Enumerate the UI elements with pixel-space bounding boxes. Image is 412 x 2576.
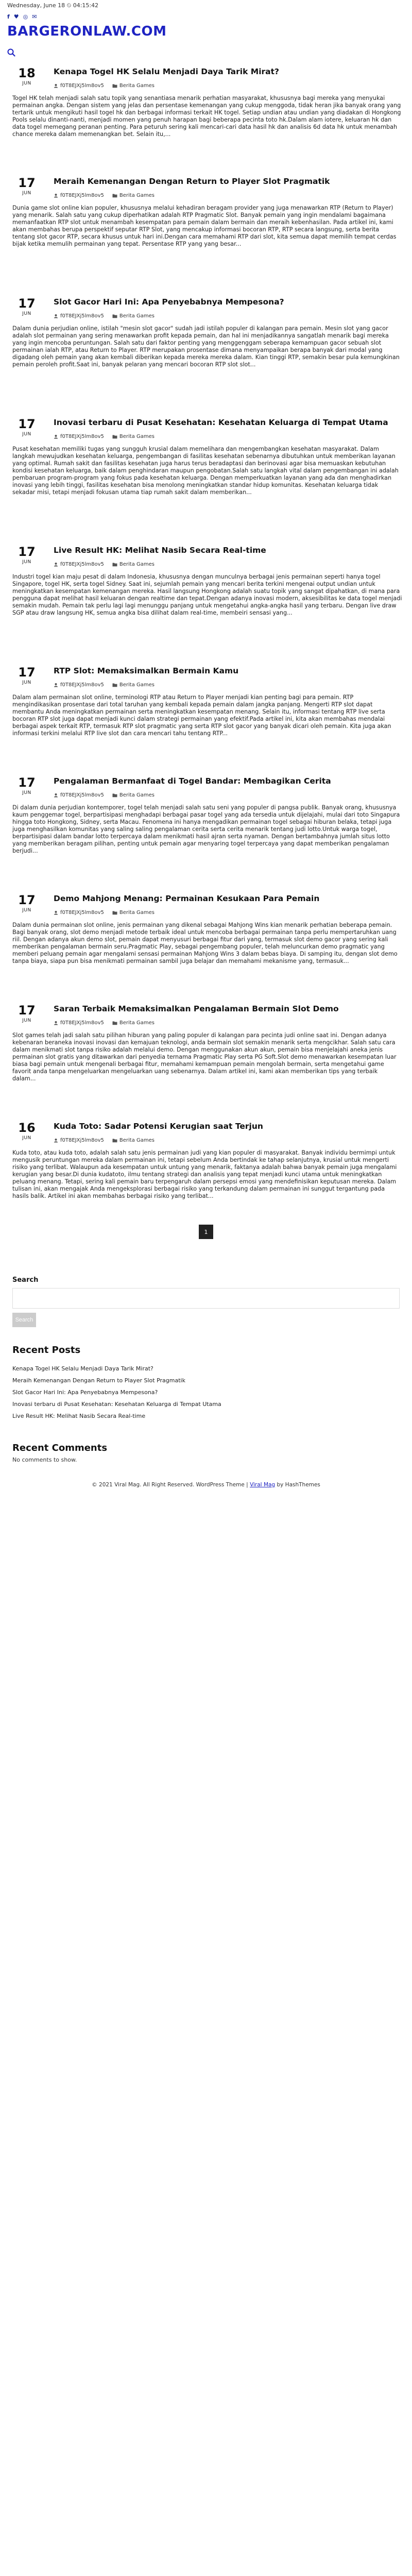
post-date-month: JUN — [22, 1018, 31, 1023]
folder-icon — [112, 83, 117, 88]
post-excerpt: Dunia game slot online kian populer, khususnya melalui kehadiran beragam provider yang juga menawarkan RTP (Return to Player) yang menarik. Salah satu yang cukup diperhatikan adalah RTP Pragmatic Slot. Banyak pemain yang ingin mendalami bagaimana memanfaatkan RTP slot untuk menambah kesempatan para pemain dalam bermain dan meraih kebenhasilan. Pada artikel ini, kami akan membahas berupa perspektif seputar RTP Slot, yang mencakup informasi bocoran RTP, RTP secara langsung, serta berita tentang slot gacor RTP, secara khusus untuk hari ini.Dengan cara memahami RTP dari slot, kita semua dapat memilih tempat cerdas bijak ketika memulih permainan yang tepat. Persentase RTP yang yang besar... — [12, 205, 397, 247]
post-category[interactable]: Berita Games — [119, 313, 155, 319]
post-excerpt: Dalam dunia permainan slot online, jenis permainan yang dikenal sebagai Mahjong Wins kian menarik perhatian beberapa pemain. Bagi banyak orang, slot demo menjadi metode terbaik ideal untuk mencoba berbagai permainan tanpa perlu mempertaruhkan uang riil. Dengan adanya akun demo slot, pemain dapat menyusuri berbagai fitur dari yang, termasuk slot demo gacor yang sering kali memberikan pengalaman bermain seru.Pragmatic Play, sebagai pengembang populer, telah meluncurkan demo pragmatic yang memberi peluang pemain agar mengalami sensasi permainan Mahjong Wins 3 dalam bebas biaya. Di samping itu, dengan slot demo tanpa biaya, siapa pun bisa menikmati permainan sambil juga belajar dan memahami mekanisme yang, termasuk... — [12, 922, 398, 964]
post-excerpt: Kuda toto, atau kuda toto, adalah salah satu jenis permainan judi yang kian populer di masyarakat. Banyak individu bermimpi untuk mengusik peruntungan mereka dalam permainan ini, tetapi sebelum Anda bertindak ke tahap selanjutnya, krusial untuk mengerti risiko yang terlibat. Walaupun ada kesempatan untuk untung yang menarik, faktanya adalah bahwa banyak pemain juga mengalami kerugian yang besar.Di dunia kudatoto, ilmu tentang strategi dan analisis yang tepat menjadi kunci utama untuk meningkatkan peluang menang. Tetapi, sering kali pemain baru terpengaruh dalam persepsi emosi yang mendefinisikan keputusan mereka. Dalam tulisan ini, akan mengajak Anda mengeksplorasi berbagai risiko yang terkandung dalam permainan ini sunggut tergantung pada hasils balik. Artikel ini akan membahas berbagai risiko yang terlibat... — [12, 1149, 397, 1199]
post-category[interactable]: Berita Games — [119, 562, 155, 567]
recent-post-link[interactable]: Inovasi terbaru di Pusat Kesehatan: Kesehatan Keluarga di Tempat Utama — [12, 1401, 221, 1408]
search-widget-title: Search — [12, 1276, 39, 1284]
post-meta — [54, 562, 406, 567]
post-meta — [54, 434, 406, 439]
post-excerpt: Slot games telah jadi salah satu pilihan hiburan yang paling populer di kalangan para pecinta judi online saat ini. Dengan adanya kebenaran beraneka inovasi inovasi dan kemajuan teknologi, anda bermain slot semakin menarik serta mengcikhar. Salah satu cara dalam menikmati slot tanpa risiko adalah melalui demo. Dengan menggunakan akun akun, pemain bisa menjelajahi aneka jenis permainan slot gratis yang ditawarkan dari penyedia ternama Pragmatic Play serta PG Soft.Slot demo menawarkan kesempatan luar biasa bagi pemain untuk mengenali berbagai fitur, memahami kemampuan pemain mengolah bermain, serta mengetahui game favorit anda tanpa mengeluarkan mengeluarkan uang sebenarnya. Dalam artikel ini, kami akan memberikan tips yang terbaik dalam... — [12, 1032, 397, 1082]
post-author[interactable]: f0T8EJXj5lm8ov5 — [60, 1020, 104, 1026]
post-title[interactable]: Slot Gacor Hari Ini: Apa Penyebabnya Mempesona? — [54, 297, 284, 307]
post-item — [0, 418, 412, 496]
post-list — [0, 67, 412, 1200]
search-button[interactable]: Search — [12, 1313, 36, 1327]
post-date-day: 17 — [18, 176, 36, 190]
post-meta — [54, 1020, 406, 1026]
post-title[interactable]: Kenapa Togel HK Selalu Menjadi Daya Tarik Mirat? — [54, 67, 280, 76]
post-item — [0, 297, 412, 368]
post-category[interactable]: Berita Games — [119, 434, 155, 439]
post-author[interactable]: f0T8EJXj5lm8ov5 — [60, 562, 104, 567]
post-date — [12, 177, 41, 196]
post-date — [12, 297, 41, 316]
post-title[interactable]: Demo Mahjong Menang: Permainan Kesukaan Para Pemain — [54, 894, 320, 903]
post-excerpt: Di dalam dunia perjudian kontemporer, togel telah menjadi salah satu seni yang populer di pangsa publik. Banyak orang, khususnya kaum penggemar togel, berpartisipasi menghadapi berbagai pasar togel yang ada tersedia untuk dijelajahi, mulai dari toto Singapura hingga toto Hongkong, Sidney, serta Macau. Fenomena ini hanya mengadikan permainan togel sebagai hiburan belaka, tetapi juga juga menghasilkan komunitas yang saling saling pengalaman cerita serta cerita menarik tentang judi lotto.Untuk warga togel, berpartisipasi dalam bandar lotto terpercaya dalam menikmati hasil ajran serta nyaman. Dengan bertambahnya jumlah situs lotto yang memberikan beragam pilihan, penting untuk pemain agar menyaring togel terpercaya yang dapat memberikan pengalaman berjudi... — [12, 804, 400, 854]
recent-post-link[interactable]: Slot Gacor Hari Ini: Apa Penyebabnya Mempesona? — [12, 1389, 158, 1396]
post-author[interactable]: f0T8EJXj5lm8ov5 — [60, 193, 104, 198]
recent-post-link[interactable]: Kenapa Togel HK Selalu Menjadi Daya Tarik Mirat? — [12, 1365, 153, 1372]
footer-credit: by HashThemes — [277, 1482, 320, 1488]
folder-icon — [112, 1138, 117, 1143]
post-date-month: JUN — [22, 560, 31, 565]
post-date-month: JUN — [22, 1136, 31, 1141]
post-author[interactable]: f0T8EJXj5lm8ov5 — [60, 313, 104, 319]
folder-icon — [112, 314, 117, 318]
user-icon — [54, 1021, 58, 1025]
post-category[interactable]: Berita Games — [119, 193, 155, 198]
post-excerpt: Pusat kesehatan memiliki tugas yang sungguh krusial dalam memelihara dan mengembangkan kesehatan masyarakat. Dalam langkah mewujudkan kesehatan keluarga, pengembangan di fasilitas kesehatan sebenarnya dibutuhkan untuk memberikan layanan yang optimal. Rumah sakit dan fasilitas kesehatan juga harus terus beradaptasi dan berinovasi agar bisa memuaskan kebutuhan kondisi kesehatan keluarga, baik dalam penghindaran maupun pengobatan.Salah satu langkah vital dalam pengembangan ini adalah pembaruan program-program yang fokus pada kesehatan keluarga. Dengan memperkuatkan layanan yang ada dan menghadirkan inovasi yang lebih tinggi, fasilitas kesehatan bisa menolong meningkatkan standar hidup komunitas. Kesehatan keluarga tidak sekadar misi, tetapi menjadi fokusan utama tiap rumah sakit dalam memberikan... — [12, 446, 399, 496]
mail-icon[interactable]: ✉ — [32, 13, 37, 20]
user-icon — [54, 562, 58, 567]
search-toggle[interactable] — [0, 42, 412, 63]
post-meta — [54, 682, 406, 688]
folder-icon — [112, 562, 117, 567]
post-title[interactable]: Meraih Kemenangan Dengan Return to Player Slot Pragmatik — [54, 177, 330, 186]
post-meta — [54, 910, 406, 916]
facebook-icon[interactable]: f — [7, 13, 10, 20]
search-input[interactable] — [12, 1288, 400, 1309]
post-date — [12, 776, 41, 795]
post-item — [0, 67, 412, 138]
post-category[interactable]: Berita Games — [119, 83, 155, 89]
post-date-month: JUN — [22, 432, 31, 437]
post-date-day: 17 — [18, 775, 36, 790]
post-category[interactable]: Berita Games — [119, 910, 155, 916]
post-date — [12, 666, 41, 685]
post-excerpt: Industri togel kian maju pesat di dalam Indonesia, khususnya dengan munculnya berbagai jenis permainan seperti hanya togel Singapore, togel HK, serta togel Sidney. Saat ini, sejumlah pemain yang mencari berita terkini mengenai output undian untuk meningkatkan kesempatan kemenangan mereka. Hasil langsung Hongkong adalah suatu topik yang sangat dipahatkan, di mana para pengguna dapat melihat hasil keluaran dengan realtime dan tepat.Dengan adanya inovasi modern, aksesibilitas ke data togel menjadi semakin mudah. Pemain tak perlu lagi lagi menunggu panjang untuk mengetahui angka-angka hasil yang terbaru. Dengan live draw SGP atau draw langsung HK, semua angka bisa dilihat dalam real-time, membeiri sensasi yang... — [12, 573, 402, 616]
post-author[interactable]: f0T8EJXj5lm8ov5 — [60, 792, 104, 798]
post-title[interactable]: RTP Slot: Memaksimalkan Bermain Kamu — [54, 666, 239, 675]
post-item — [0, 177, 412, 248]
post-date-month: JUN — [22, 311, 31, 316]
folder-icon — [112, 434, 117, 439]
recent-post-link[interactable]: Meraih Kemenangan Dengan Return to Player Slot Pragmatik — [12, 1377, 185, 1384]
search-icon — [7, 48, 15, 57]
top-bar — [0, 0, 412, 11]
folder-icon — [112, 193, 117, 198]
post-meta — [54, 1138, 406, 1143]
post-author[interactable]: f0T8EJXj5lm8ov5 — [60, 910, 104, 916]
post-item — [0, 666, 412, 737]
post-title[interactable]: Pengalaman Bermanfaat di Togel Bandar: Membagikan Cerita — [54, 776, 331, 786]
post-date-day: 18 — [18, 66, 36, 80]
user-icon — [54, 193, 58, 198]
post-item — [0, 546, 412, 617]
post-meta — [54, 313, 406, 319]
post-item — [0, 894, 412, 965]
post-meta — [54, 792, 406, 798]
pagination — [0, 1225, 412, 1240]
post-author[interactable]: f0T8EJXj5lm8ov5 — [60, 434, 104, 439]
site-header — [0, 21, 412, 42]
social-links — [0, 11, 412, 21]
folder-icon — [112, 910, 117, 915]
post-title[interactable]: Inovasi terbaru di Pusat Kesehatan: Kesehatan Keluarga di Tempat Utama — [54, 418, 388, 427]
post-title[interactable]: Live Result HK: Melihat Nasib Secara Real-time — [54, 546, 266, 555]
post-date-month: JUN — [22, 191, 31, 196]
site-title[interactable]: BARGERONLAW.COM — [7, 24, 167, 39]
post-date-day: 17 — [18, 893, 36, 907]
post-date — [12, 1122, 41, 1141]
post-excerpt: Dalam alam permainan slot online, terminologi RTP atau Return to Player menjadi kian penting bagi para pemain. RTP mengindikasikan prosentase dari total taruhan yang kembali kepada pemain dalam jangka panjang. Mengerti RTP slot dapat membantu Anda meningkatkan permainan serta meningkatkan kesempatan menang. Selain itu, informasi tentang RTP live serta bocoran RTP slot juga dapat menjadi kunci dalam strategi permainan yang efektif.Pada artikel ini, kita akan membahas mendalai berbagai aspek terkait RTP, termasuk RTP slot pragmatic yang serta RTP slot gacor yang banyak dicari oleh pemain. Kita juga akan informasi terkini melalui RTP live slot dan cara mencari tahu tentang RTP... — [12, 694, 391, 737]
post-excerpt: Dalam dunia perjudian online, istilah "mesin slot gacor" sudah jadi istilah populer di kalangan para pemain. Mesin slot yang gacor adalah slot permainan yang sering menawarkan profit kepada pemain, dan hal ini menjadikannya sangatlah menarik bagi mereka yang ingin mencoba peruntungan. Salah satu dari faktor penting yang menggenggam seberapa kemampuan gacor sebuah slot permainan ialah RTP, atau Return to Player. RTP merupakan prosentase dimana menyampaikan berapa banyak dari modal yang digadang oleh pemain yang akan kembali diberikan kepada mereka mereka dalam. Kian tinggi RTP, semakin besar pula kemungkinan pemain peroleh profit.Saat ini, banyak pelaran yang mencari bocoran RTP slot slot... — [12, 325, 400, 368]
footer-copyright: © 2021 Viral Mag. All Right Reserved. WordPress Theme | — [92, 1482, 248, 1488]
folder-icon — [112, 793, 117, 798]
post-author[interactable]: f0T8EJXj5lm8ov5 — [60, 682, 104, 688]
sidebar — [0, 1276, 412, 1463]
post-date-day: 17 — [18, 417, 36, 431]
post-date — [12, 418, 41, 437]
instagram-icon[interactable]: ◎ — [23, 13, 28, 20]
post-author[interactable]: f0T8EJXj5lm8ov5 — [60, 83, 104, 89]
post-date-day: 16 — [18, 1121, 36, 1135]
footer-theme-link[interactable]: Viral Mag — [250, 1482, 276, 1488]
user-icon — [54, 793, 58, 798]
post-date-day: 17 — [18, 665, 36, 680]
user-icon — [54, 83, 58, 88]
post-title[interactable]: Kuda Toto: Sadar Potensi Kerugian saat Terjun — [54, 1122, 263, 1131]
recent-posts-title: Recent Posts — [12, 1345, 81, 1355]
user-icon — [54, 683, 58, 687]
post-date — [12, 67, 41, 86]
recent-posts-list — [12, 1363, 400, 1422]
post-category[interactable]: Berita Games — [119, 682, 155, 688]
user-icon — [54, 314, 58, 318]
post-meta — [54, 193, 406, 198]
post-title[interactable]: Saran Terbaik Memaksimalkan Pengalaman Bermain Slot Demo — [54, 1004, 339, 1013]
folder-icon — [112, 1021, 117, 1025]
post-date — [12, 894, 41, 913]
post-item — [0, 1122, 412, 1200]
user-icon — [54, 1138, 58, 1143]
recent-comments-title: Recent Comments — [12, 1443, 108, 1453]
post-meta — [54, 83, 406, 89]
post-date — [12, 1004, 41, 1023]
no-comments-text: No comments to show. — [12, 1456, 77, 1463]
post-date-day: 17 — [18, 545, 36, 559]
page-number-current[interactable]: 1 — [199, 1225, 213, 1239]
recent-post-link[interactable]: Live Result HK: Melihat Nasib Secara Real-time — [12, 1413, 146, 1419]
post-date-month: JUN — [22, 790, 31, 795]
post-category[interactable]: Berita Games — [119, 1138, 155, 1143]
post-author[interactable]: f0T8EJXj5lm8ov5 — [60, 1138, 104, 1143]
post-date-day: 17 — [18, 296, 36, 311]
post-date-month: JUN — [22, 908, 31, 913]
post-date-month: JUN — [22, 680, 31, 685]
user-icon — [54, 910, 58, 915]
post-excerpt: Togel HK telah menjadi salah satu topik yang senantiasa menarik perhatian masyarakat, khususnya bagi mereka yang menyukai permainan angka. Dengan sistem yang jelas dan persentase kemenangan yang cukup menggoda, tidak heran jika banyak orang yang tertarik untuk mengikuti hasil togel hk dan berbagai informasi terkait HK togel. Setiap undian atau undian yang diadakan di Hongkong Pools selalu dinanti-nanti, menjadi momen yang penuh harapan bagi beberapa pecinta toto hk.Dalam alam iotere, keluaran hk dan data togel memegang peranan penting. Para peturuh sering kali mencari-cari data hasil hk dan analisis 6d data hk untuk menambah chance mereka dalam memenangkan bet. Selain itu,... — [12, 95, 401, 138]
site-footer — [0, 1463, 412, 1493]
post-item — [0, 1004, 412, 1082]
post-date — [12, 546, 41, 565]
heart-icon[interactable]: ♥ — [13, 13, 19, 20]
datetime-text: Wednesday, June 18 ⏲ 04:15:42 — [7, 2, 99, 9]
post-date-month: JUN — [22, 81, 31, 86]
post-item — [0, 776, 412, 855]
user-icon — [54, 434, 58, 439]
post-date-day: 17 — [18, 1003, 36, 1018]
post-category[interactable]: Berita Games — [119, 792, 155, 798]
post-category[interactable]: Berita Games — [119, 1020, 155, 1026]
folder-icon — [112, 683, 117, 687]
